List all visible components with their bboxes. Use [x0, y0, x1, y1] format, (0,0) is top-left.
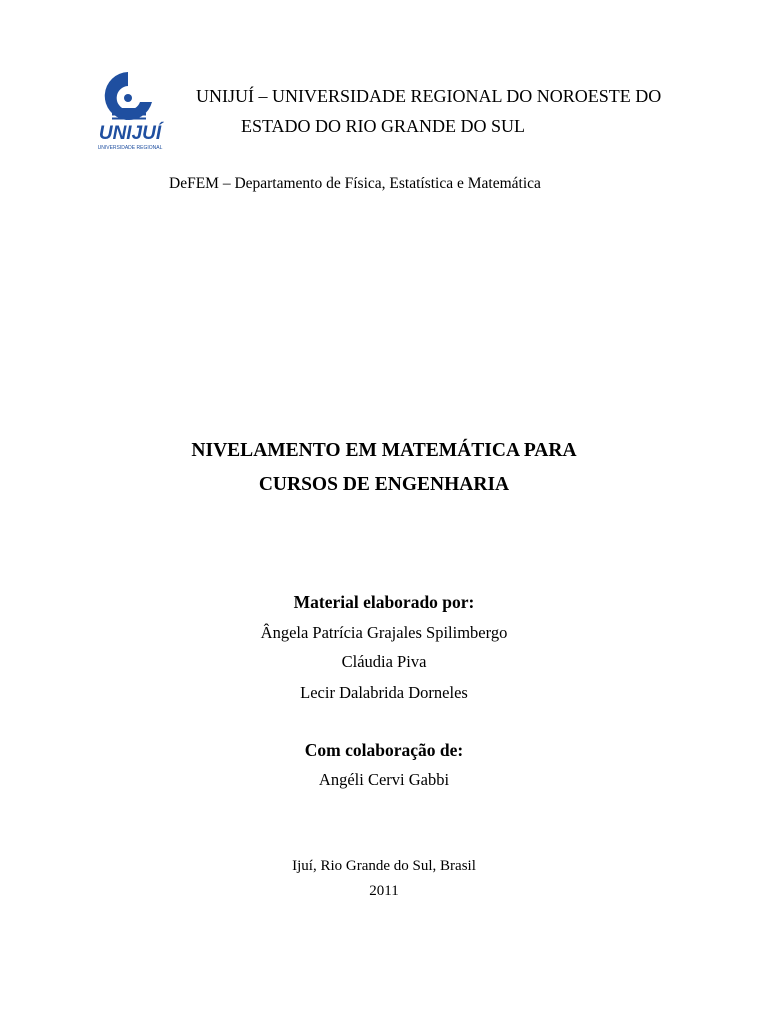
publication-year: 2011	[369, 883, 399, 899]
authors-heading: Material elaborado por:	[293, 592, 475, 612]
logo-tagline: UNIVERSIDADE REGIONAL	[97, 145, 163, 151]
document-title-line-2: CURSOS DE ENGENHARIA	[258, 474, 510, 495]
author-name: Ângela Patrícia Grajales Spilimbergo	[260, 623, 508, 642]
collaboration-heading: Com colaboração de:	[304, 740, 464, 760]
unijui-logo	[82, 68, 178, 154]
author-name: Lecir Dalabrida Dorneles	[300, 683, 468, 702]
university-name-line-1: UNIJUÍ – UNIVERSIDADE REGIONAL DO NOROESTE DO	[196, 86, 662, 106]
author-name: Cláudia Piva	[341, 652, 427, 671]
publication-place: Ijuí, Rio Grande do Sul, Brasil	[292, 858, 476, 874]
document-title-line-1: NIVELAMENTO EM MATEMÁTICA PARA	[191, 440, 577, 461]
university-name-line-2: ESTADO DO RIO GRANDE DO SUL	[241, 116, 526, 136]
collaborator-name: Angéli Cervi Gabbi	[318, 770, 450, 789]
department-name: DeFEM – Departamento de Física, Estatística e Matemática	[169, 175, 541, 192]
logo-wordmark: UNIJUÍ	[98, 123, 162, 144]
